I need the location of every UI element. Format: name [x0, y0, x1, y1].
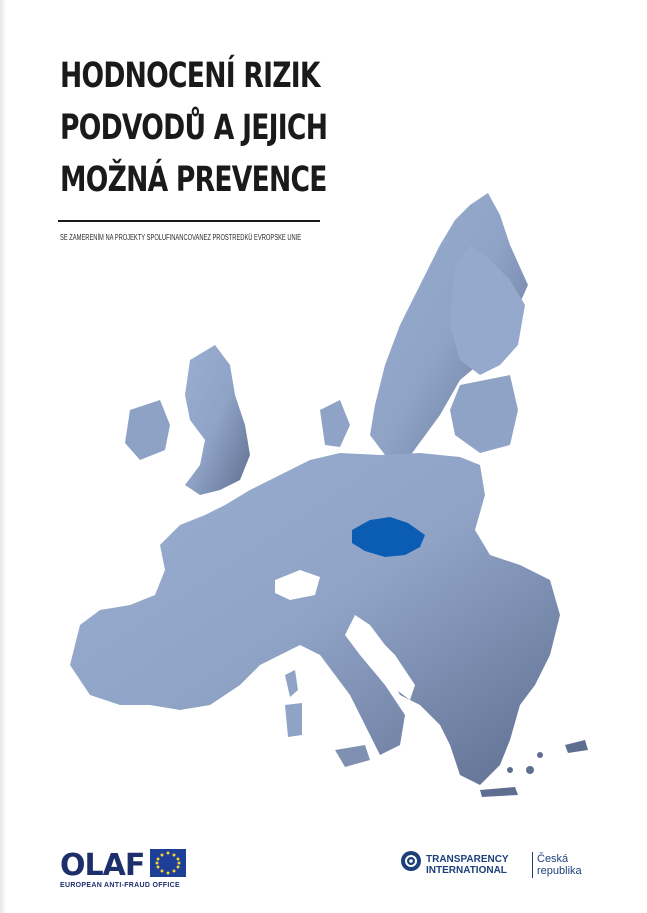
- ti-divider: [532, 852, 533, 878]
- island-dot-2: [537, 752, 543, 758]
- europe-map: [40, 185, 640, 805]
- olaf-wordmark: OLAF: [60, 848, 145, 883]
- ti-name-line-1: TRANSPARENCY: [426, 854, 509, 865]
- ti-country-line-1: Česká: [537, 853, 569, 865]
- transparency-international-name: [426, 854, 509, 876]
- ireland-shape: [125, 400, 170, 460]
- island-dot-3: [507, 767, 513, 773]
- great-britain-shape: [185, 345, 250, 495]
- transparency-international-icon: [400, 850, 422, 872]
- island-dot-1: [526, 766, 534, 774]
- cover-subtitle: SE ZAMERENÍM NA PROJEKTY SPOLUFINANCOVANEZ PROSTREDKÜ EVROPSKE UNIE: [60, 233, 302, 242]
- ti-country: [537, 853, 582, 877]
- sardinia-shape: [285, 703, 302, 737]
- baltics-shape: [450, 375, 518, 453]
- ti-name-line-2: INTERNATIONAL: [426, 865, 507, 876]
- sicily-shape: [335, 745, 370, 767]
- olaf-caption: EUROPEAN ANTI-FRAUD OFFICE: [60, 882, 180, 889]
- ti-country-line-2: republika: [537, 865, 582, 877]
- corsica-shape: [285, 670, 298, 697]
- crete-shape: [480, 787, 518, 797]
- denmark-shape: [320, 400, 350, 447]
- page-edge: [0, 0, 6, 913]
- mainland-europe-shape: [70, 453, 560, 785]
- title-line-3: MOŽNÁ PREVENCE: [60, 160, 327, 200]
- title-line-1: HODNOCENÍ RIZIK: [60, 56, 320, 96]
- cyprus-shape: [565, 740, 588, 753]
- cover-title: [60, 50, 328, 206]
- title-line-2: PODVODŮ A JEJICH: [60, 108, 328, 148]
